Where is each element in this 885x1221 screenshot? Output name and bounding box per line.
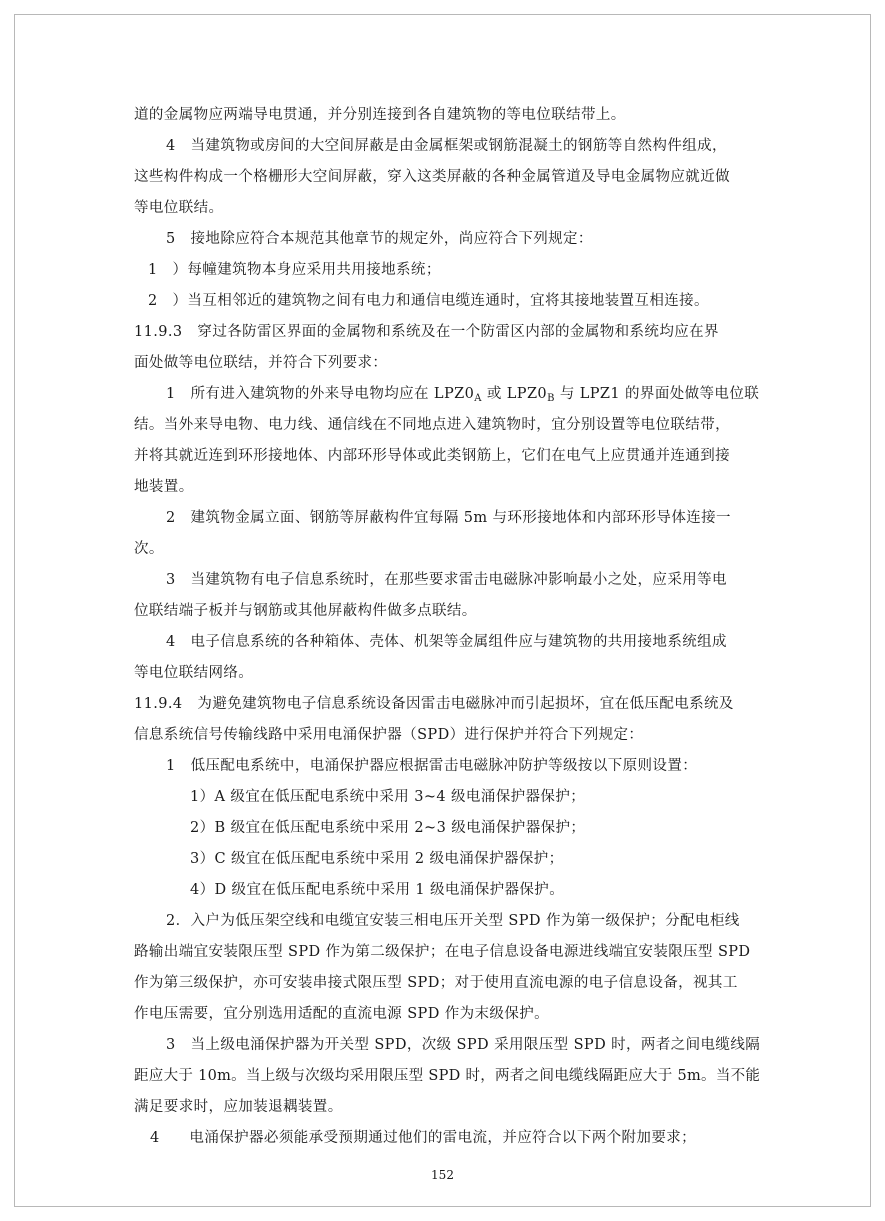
subscript: B <box>547 393 555 404</box>
list-item: 2）B 级宜在低压配电系统中采用 2~3 级电涌保护器保护； <box>190 820 586 836</box>
text-line: 这些构件构成一个格栅形大空间屏蔽，穿入这类屏蔽的各种金属管道及导电金属物应就近做 <box>134 169 730 185</box>
text-fragment: 1 所有进入建筑物的外来导电物均应在 LPZ0 <box>166 386 475 402</box>
text-line: 信息系统信号传输线路中采用电涌保护器（SPD）进行保护并符合下列规定： <box>134 727 644 743</box>
text-line: 4 电子信息系统的各种箱体、壳体、机架等金属组件应与建筑物的共用接地系统组成 <box>166 634 727 650</box>
text-fragment: 与 LPZ1 的界面处做等电位联 <box>554 386 760 402</box>
text-line: 等电位联结网络。 <box>134 665 254 681</box>
text-line: 2 ）当互相邻近的建筑物之间有电力和通信电缆连通时，宜将其接地装置互相连接。 <box>148 293 709 309</box>
text-line: 作电压需要，宜分别选用适配的直流电源 SPD 作为末级保护。 <box>134 1006 550 1022</box>
clause-heading: 11.9.4 为避免建筑物电子信息系统设备因雷击电磁脉冲而引起损坏，宜在低压配电系统及 <box>134 696 734 712</box>
text-line: 满足要求时，应加装退耦装置。 <box>134 1099 343 1115</box>
text-line: 2 建筑物金属立面、钢筋等屏蔽构件宜每隔 5m 与环形接地体和内部环形导体连接一 <box>166 510 731 526</box>
text-line: 位联结端子板并与钢筋或其他屏蔽构件做多点联结。 <box>134 603 477 619</box>
text-line: 道的金属物应两端导电贯通，并分别连接到各自建筑物的等电位联结带上。 <box>134 107 626 123</box>
text-line: 1 ）每幢建筑物本身应采用共用接地系统； <box>148 262 441 278</box>
text-line: 等电位联结。 <box>134 200 224 216</box>
text-line: 1 低压配电系统中，电涌保护器应根据雷击电磁脉冲防护等级按以下原则设置： <box>166 758 698 774</box>
subscript: A <box>474 393 482 404</box>
text-line: 距应大于 10m。当上级与次级均采用限压型 SPD 时，两者之间电缆线隔距应大于 5m。当不能 <box>134 1068 761 1084</box>
text-line: 面处做等电位联结，并符合下列要求： <box>134 355 388 371</box>
text-line: 次。 <box>134 541 164 557</box>
list-item: 4）D 级宜在低压配电系统中采用 1 级电涌保护器保护。 <box>190 882 565 898</box>
text-line: 4 当建筑物或房间的大空间屏蔽是由金属框架或钢筋混凝土的钢筋等自然构件组成， <box>166 138 727 154</box>
text-line: 2．入户为低压架空线和电缆宜安装三相电压开关型 SPD 作为第一级保护；分配电柜线 <box>166 913 740 929</box>
text-line <box>166 383 759 410</box>
text-fragment: 或 LPZ0 <box>481 386 548 402</box>
clause-heading: 11.9.3 穿过各防雷区界面的金属物和系统及在一个防雷区内部的金属物和系统均应在界 <box>134 324 719 340</box>
page-number: 152 <box>431 1168 454 1182</box>
text-line: 路输出端宜安装限压型 SPD 作为第二级保护；在电子信息设备电源进线端宜安装限压型 SPD <box>134 944 751 960</box>
text-line: 结。当外来导电物、电力线、通信线在不同地点进入建筑物时，宜分别设置等电位联结带， <box>134 417 730 433</box>
text-line: 3 当上级电涌保护器为开关型 SPD，次级 SPD 采用限压型 SPD 时，两者之间电缆线隔 <box>166 1037 761 1053</box>
list-item: 3）C 级宜在低压配电系统中采用 2 级电涌保护器保护； <box>190 851 564 867</box>
text-line: 并将其就近连到环形接地体、内部环形导体或此类钢筋上，它们在电气上应贯通并连通到接 <box>134 448 730 464</box>
list-item: 1）A 级宜在低压配电系统中采用 3~4 级电涌保护器保护； <box>190 789 586 805</box>
text-line: 作为第三级保护，亦可安装串接式限压型 SPD；对于使用直流电源的电子信息设备，视其工 <box>134 975 738 991</box>
text-line: 5 接地除应符合本规范其他章节的规定外，尚应符合下列规定： <box>166 231 593 247</box>
text-line: 3 当建筑物有电子信息系统时，在那些要求雷击电磁脉冲影响最小之处，应采用等电 <box>166 572 727 588</box>
text-line: 地装置。 <box>134 479 194 495</box>
text-line: 4 电涌保护器必须能承受预期通过他们的雷电流，并应符合以下两个附加要求； <box>150 1130 697 1146</box>
